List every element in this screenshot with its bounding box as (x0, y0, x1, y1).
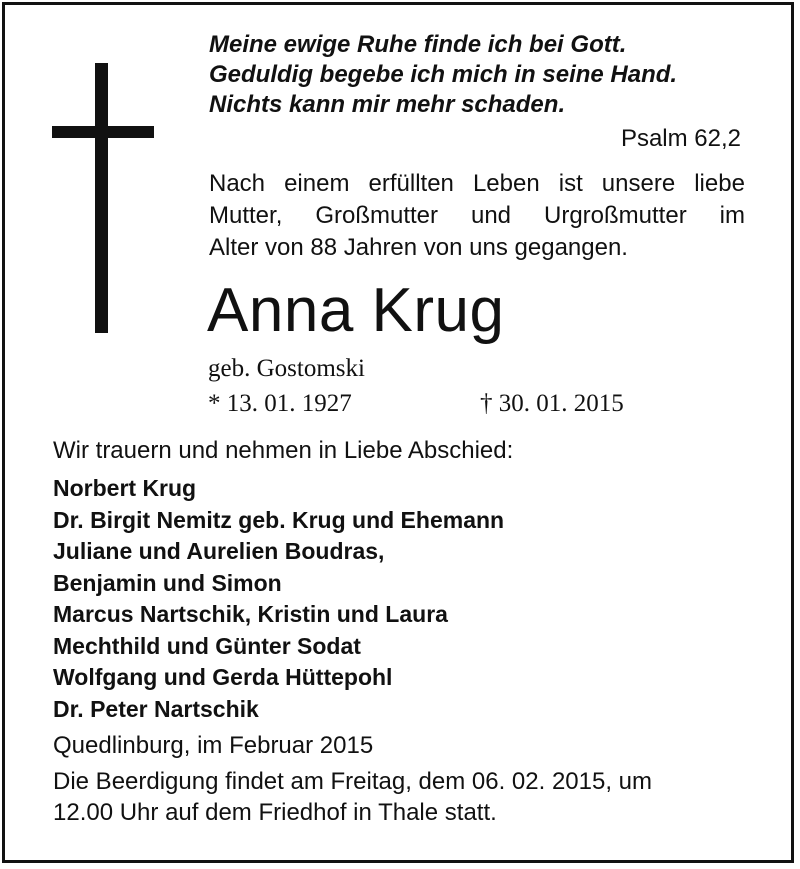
intro-word: unsere (601, 170, 676, 197)
funeral-line: Die Beerdigung findet am Freitag, dem 06. 02. 2015, um (53, 768, 653, 795)
birth-date: * 13. 01. 1927 (208, 390, 352, 417)
mourner: Dr. Birgit Nemitz geb. Krug und Ehemann (53, 506, 505, 533)
intro-word: liebe (694, 170, 745, 197)
verse-line: Nichts kann mir mehr schaden. (209, 91, 566, 118)
bible-verse (209, 30, 677, 120)
verse-line: Geduldig begebe ich mich in seine Hand. (209, 61, 678, 88)
intro-word: und (470, 202, 512, 229)
intro-word: Nach (209, 170, 266, 197)
intro-word: Urgroßmutter (544, 202, 687, 229)
mourner: Benjamin und Simon (53, 569, 282, 596)
mourning-line: Wir trauern und nehmen in Liebe Abschied: (53, 437, 514, 464)
maiden-name: geb. Gostomski (208, 355, 365, 382)
intro-line-3: Alter von 88 Jahren von uns gegangen. (209, 234, 628, 261)
intro-word: Leben (472, 170, 540, 197)
funeral-info (53, 766, 652, 828)
intro-word: im (719, 202, 745, 229)
mourner: Mechthild und Günter Sodat (53, 632, 361, 659)
mourner: Wolfgang und Gerda Hüttepohl (53, 664, 393, 690)
deceased-name: Anna Krug (207, 276, 505, 345)
mourner: Dr. Peter Nartschik (53, 695, 259, 722)
place-and-date: Quedlinburg, im Februar 2015 (53, 732, 374, 759)
intro-word: einem (284, 170, 350, 197)
intro-word: ist (558, 170, 583, 197)
intro-word: Mutter, (209, 202, 283, 229)
mourners-list (53, 473, 504, 725)
intro-line-2 (209, 200, 745, 232)
verse-line: Meine ewige Ruhe finde ich bei Gott. (209, 31, 627, 58)
mourner: Norbert Krug (53, 475, 197, 501)
life-dates (208, 389, 624, 419)
intro-text (209, 168, 745, 264)
death-date: † 30. 01. 2015 (480, 390, 624, 417)
cross-horizontal-bar (52, 126, 154, 138)
intro-word: erfüllten (368, 170, 454, 197)
verse-reference: Psalm 62,2 (620, 125, 741, 152)
mourner: Juliane und Aurelien Boudras, (53, 538, 385, 564)
mourner: Marcus Nartschik, Kristin und Laura (53, 601, 448, 627)
funeral-line: 12.00 Uhr auf dem Friedhof in Thale statt. (53, 799, 497, 826)
intro-word: Großmutter (315, 202, 439, 229)
cross-vertical-bar (95, 63, 108, 333)
intro-line-1 (209, 168, 745, 200)
